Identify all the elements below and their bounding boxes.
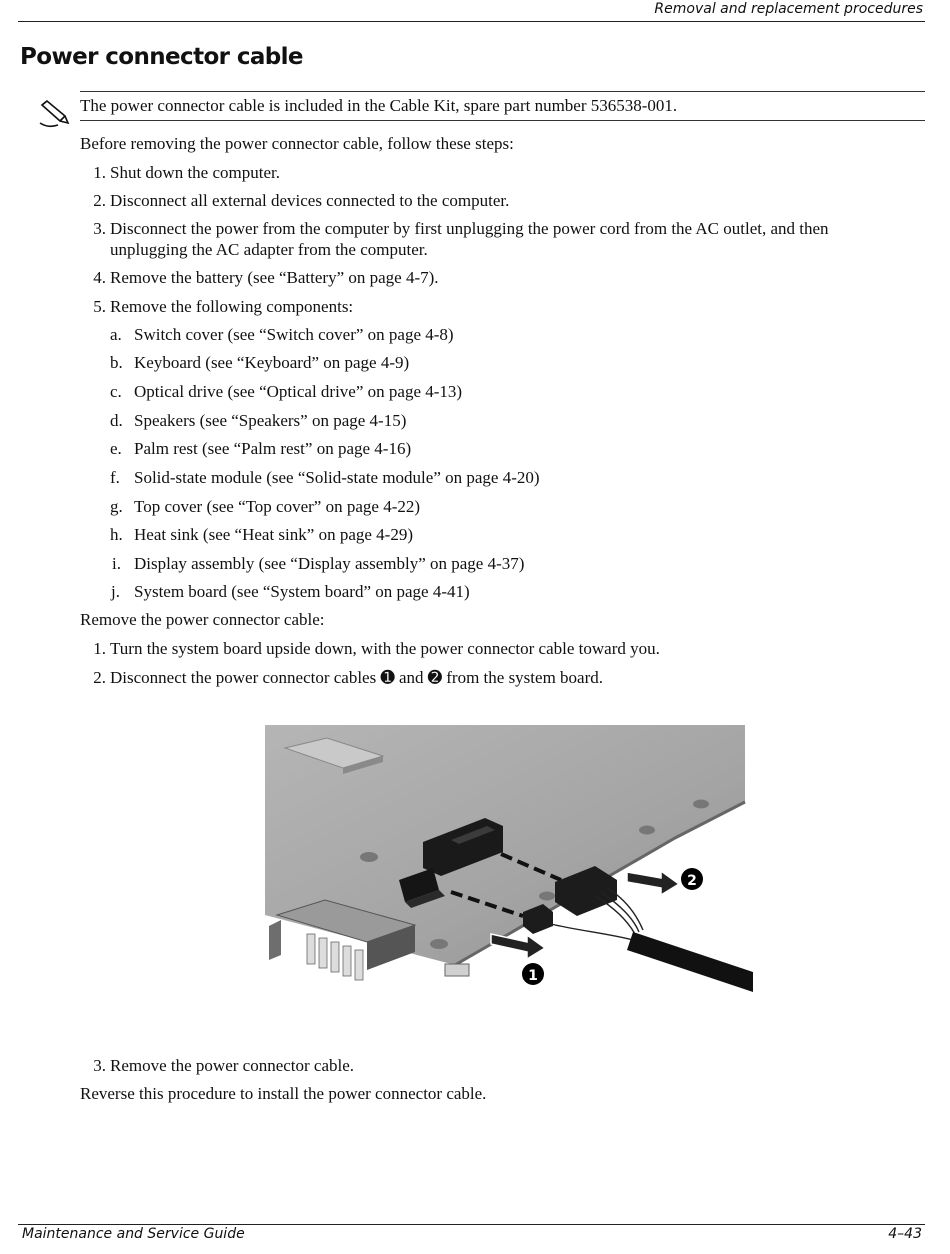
- item-text: Switch cover (see “Switch cover” on page 4-8): [134, 325, 454, 344]
- step-number: 1.: [93, 639, 106, 658]
- page-title: Power connector cable: [20, 44, 303, 70]
- closing-text: Reverse this procedure to install the power connector cable.: [80, 1084, 487, 1103]
- item-letter: d.: [110, 411, 123, 430]
- header-rule: [18, 21, 925, 22]
- item-text: Keyboard (see “Keyboard” on page 4-9): [134, 353, 410, 372]
- item-letter: h.: [110, 525, 123, 544]
- page-number: 4–43: [888, 1226, 922, 1242]
- step-text: Remove the following components:: [110, 297, 354, 316]
- item-text: Palm rest (see “Palm rest” on page 4-16): [134, 439, 412, 458]
- item-text: Solid-state module (see “Solid-state module” on page 4-20): [134, 468, 540, 487]
- step-number: 4.: [93, 268, 106, 287]
- item-letter: f.: [110, 468, 120, 487]
- step-number: 5.: [93, 297, 106, 316]
- step-number: 3.: [93, 1056, 106, 1075]
- pencil-note-icon: [38, 99, 74, 129]
- step-number: 2.: [93, 191, 106, 210]
- item-letter: a.: [110, 325, 122, 344]
- item-letter: i.: [112, 554, 121, 573]
- item-text: Optical drive (see “Optical drive” on page 4-13): [134, 382, 463, 401]
- remove-intro-text: Remove the power connector cable:: [80, 610, 325, 629]
- step-number: 2.: [93, 668, 106, 687]
- item-letter: e.: [110, 439, 122, 458]
- step-text: Remove the power connector cable.: [110, 1056, 355, 1075]
- step-number: 3.: [93, 219, 106, 238]
- footer-guide-title: Maintenance and Service Guide: [22, 1226, 245, 1242]
- callout-1-label: 1: [528, 968, 538, 984]
- step-text: Disconnect the power from the computer by first unplugging the power cord from the AC outlet, and then: [110, 219, 829, 238]
- item-text: System board (see “System board” on page 4-41): [134, 582, 470, 601]
- item-letter: b.: [110, 353, 123, 372]
- note-bottom-rule: [80, 120, 925, 121]
- item-text: Heat sink (see “Heat sink” on page 4-29): [134, 525, 413, 544]
- item-text: Speakers (see “Speakers” on page 4-15): [134, 411, 407, 430]
- step-text: Disconnect the power connector cables ➊ and ➋ from the system board.: [110, 668, 603, 687]
- callout-2-label: 2: [687, 873, 697, 889]
- step-text: Turn the system board upside down, with the power connector cable toward you.: [110, 639, 660, 658]
- step-text: Remove the battery (see “Battery” on page 4-7).: [110, 268, 439, 287]
- item-text: Top cover (see “Top cover” on page 4-22): [134, 497, 421, 516]
- footer-rule: [18, 1224, 925, 1225]
- system-board-illustration: [255, 720, 755, 995]
- step-text: Shut down the computer.: [110, 163, 280, 182]
- running-header: Removal and replacement procedures: [654, 1, 923, 17]
- callout-1: [522, 963, 544, 985]
- intro-text: Before removing the power connector cable, follow these steps:: [80, 134, 514, 153]
- note-top-rule: [80, 91, 925, 92]
- item-text: Display assembly (see “Display assembly” on page 4-37): [134, 554, 525, 573]
- step-text-continued: unplugging the AC adapter from the computer.: [110, 240, 428, 259]
- note-text: The power connector cable is included in the Cable Kit, spare part number 536538-001.: [80, 96, 678, 115]
- item-letter: c.: [110, 382, 122, 401]
- item-letter: g.: [110, 497, 123, 516]
- step-text: Disconnect all external devices connected to the computer.: [110, 191, 510, 210]
- item-letter: j.: [111, 582, 120, 601]
- callout-2: [681, 868, 703, 890]
- step-number: 1.: [93, 163, 106, 182]
